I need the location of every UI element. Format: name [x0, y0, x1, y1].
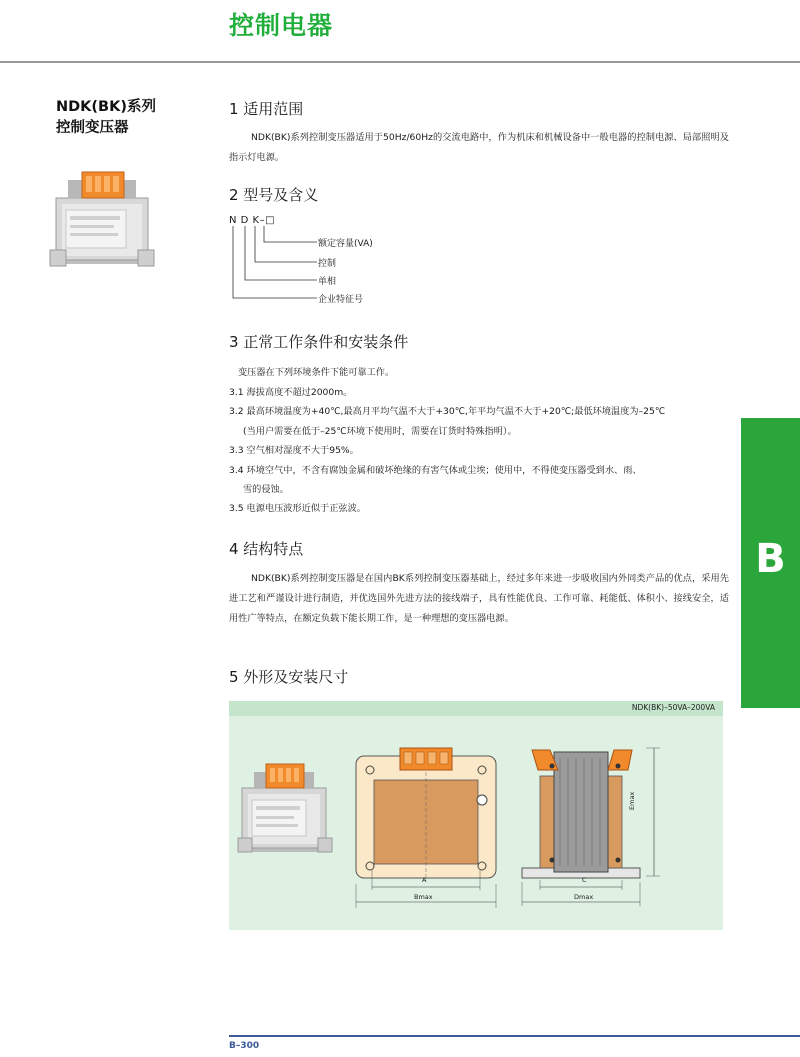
page-number: B–300 [229, 1041, 260, 1051]
section-tab-b [741, 418, 800, 708]
condition-item: 3.4 环境空气中，不含有腐蚀金属和破坏绝缘的有害气体或尘埃；使用中，不得使变压器受到水、雨、 [229, 465, 642, 476]
dim-label-bmax: Bmax [414, 893, 433, 901]
model-code-diagram [229, 224, 319, 304]
condition-item: 3.3 空气相对湿度不大于95%。 [229, 445, 359, 456]
model-code: N D K–□ [229, 215, 276, 226]
section-1-text: NDK(BK)系列控制变压器适用于50Hz/60Hz的交流电路中，作为机床和机械设备中一般电器的控制电源、局部照明及指示灯电源。 [229, 132, 729, 163]
section-3-heading: 3 正常工作条件和安装条件 [229, 333, 409, 351]
dim-label-dmax: Dmax [574, 893, 594, 901]
dimension-model-label: NDK(BK)–50VA–200VA [631, 703, 715, 712]
page-title: 控制电器 [229, 11, 334, 40]
condition-item: (当用户需要在低于–25℃环境下使用时，需要在订货时特殊指明）。 [243, 426, 517, 437]
section-2-heading: 2 型号及含义 [229, 186, 319, 204]
section-4-heading: 4 结构特点 [229, 540, 304, 558]
model-label-capacity: 额定容量(VA) [318, 239, 373, 249]
model-label-company: 企业特征号 [318, 295, 364, 305]
front-view-drawing [346, 740, 506, 910]
transformer-photo [48, 170, 163, 275]
model-label-control: 控制 [318, 259, 337, 269]
product-title-line1: NDK(BK)系列 [56, 99, 156, 115]
section-1-heading: 1 适用范围 [229, 100, 304, 118]
footer-divider [229, 1035, 800, 1037]
condition-item: 3.1 海拔高度不超过2000m。 [229, 387, 353, 398]
section-5-heading: 5 外形及安装尺寸 [229, 668, 349, 686]
side-view-drawing [518, 740, 668, 910]
dim-label-c: C [582, 876, 587, 884]
section-3-intro: 变压器在下列环境条件下能可靠工作。 [238, 367, 395, 378]
condition-item: 3.2 最高环境温度为+40℃,最高月平均气温不大于+30℃,年平均气温不大于+20℃;最低环境温度为–25℃ [229, 406, 666, 417]
product-title-line2: 控制变压器 [56, 120, 129, 136]
transformer-photo-small [236, 762, 336, 862]
product-title [56, 97, 156, 139]
dim-label-emax: Emax [628, 791, 636, 810]
header-divider [0, 61, 800, 63]
section-tab-letter: B [755, 536, 786, 582]
condition-item: 雪的侵蚀。 [243, 484, 289, 495]
model-label-phase: 单相 [318, 277, 337, 287]
dim-label-a: A [422, 876, 427, 884]
condition-item: 3.5 电源电压波形近似于正弦波。 [229, 503, 366, 514]
section-4-text: NDK(BK)系列控制变压器是在国内BK系列控制变压器基础上，经过多年来进一步吸收国内外同类产品的优点，采用先进工艺和严谨设计进行制造，并优选国外先进方法的接线端子，具有性能优良、工作可靠、耗能低、体积小、接线安全，适用性广等特点，在额定负载下能长期工作，是一种理想的变压器电源。 [229, 573, 729, 624]
